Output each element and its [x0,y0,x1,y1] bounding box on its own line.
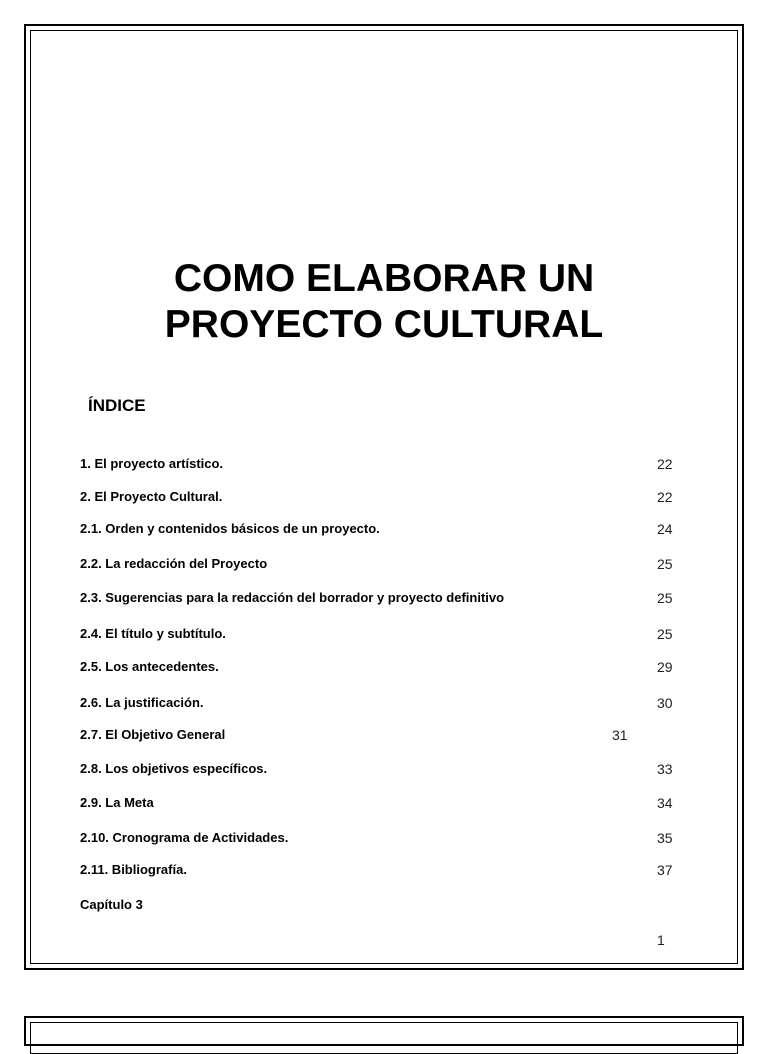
document-title [0,256,768,348]
toc-entry-label: 2.9. La Meta [80,795,154,810]
toc-entry-label: 2.6. La justificación. [80,695,204,710]
toc-entry-label: Capítulo 3 [80,897,143,912]
index-heading: ÍNDICE [88,396,146,415]
toc-entry-label: 2.1. Orden y contenidos básicos de un proyecto. [80,521,380,536]
toc-entry-page: 22 [657,489,673,505]
toc-entry-page: 33 [657,761,673,777]
title-line-2: PROYECTO CULTURAL [164,303,604,346]
toc-entry-page: 34 [657,795,673,811]
toc-entry-label: 1. El proyecto artístico. [80,456,224,471]
toc-entry-page: 25 [657,590,673,606]
toc-entry-label: 2.5. Los antecedentes. [80,659,219,674]
toc-entry-page: 29 [657,659,673,675]
next-document-page [24,1016,744,1046]
toc-entry-page: 25 [657,626,673,642]
title-line-1: COMO ELABORAR UN [173,257,595,300]
toc-entry-label: 2.7. El Objetivo General [80,727,226,742]
toc-entry-label: 2.11. Bibliografía. [80,862,187,877]
next-page-inner-border [30,1022,738,1054]
toc-entry-page: 35 [657,830,673,846]
toc-entry-page: 22 [657,456,673,472]
toc-entry-page: 24 [657,521,673,537]
toc-entry-page: 30 [657,695,673,711]
page-number: 1 [657,932,665,948]
toc-entry-page: 31 [612,727,628,743]
toc-entry-page: 37 [657,862,673,878]
toc-entry-label: 2.4. El título y subtítulo. [80,626,226,641]
toc-entry-label: 2.3. Sugerencias para la redacción del borrador y proyecto definitivo [80,590,505,605]
toc-entry-page: 25 [657,556,673,572]
toc-entry-label: 2.2. La redacción del Proyecto [80,556,268,571]
toc-entry-label: 2.8. Los objetivos específicos. [80,761,268,776]
toc-entry-label: 2. El Proyecto Cultural. [80,489,223,504]
toc-entry-label: 2.10. Cronograma de Actividades. [80,830,289,845]
